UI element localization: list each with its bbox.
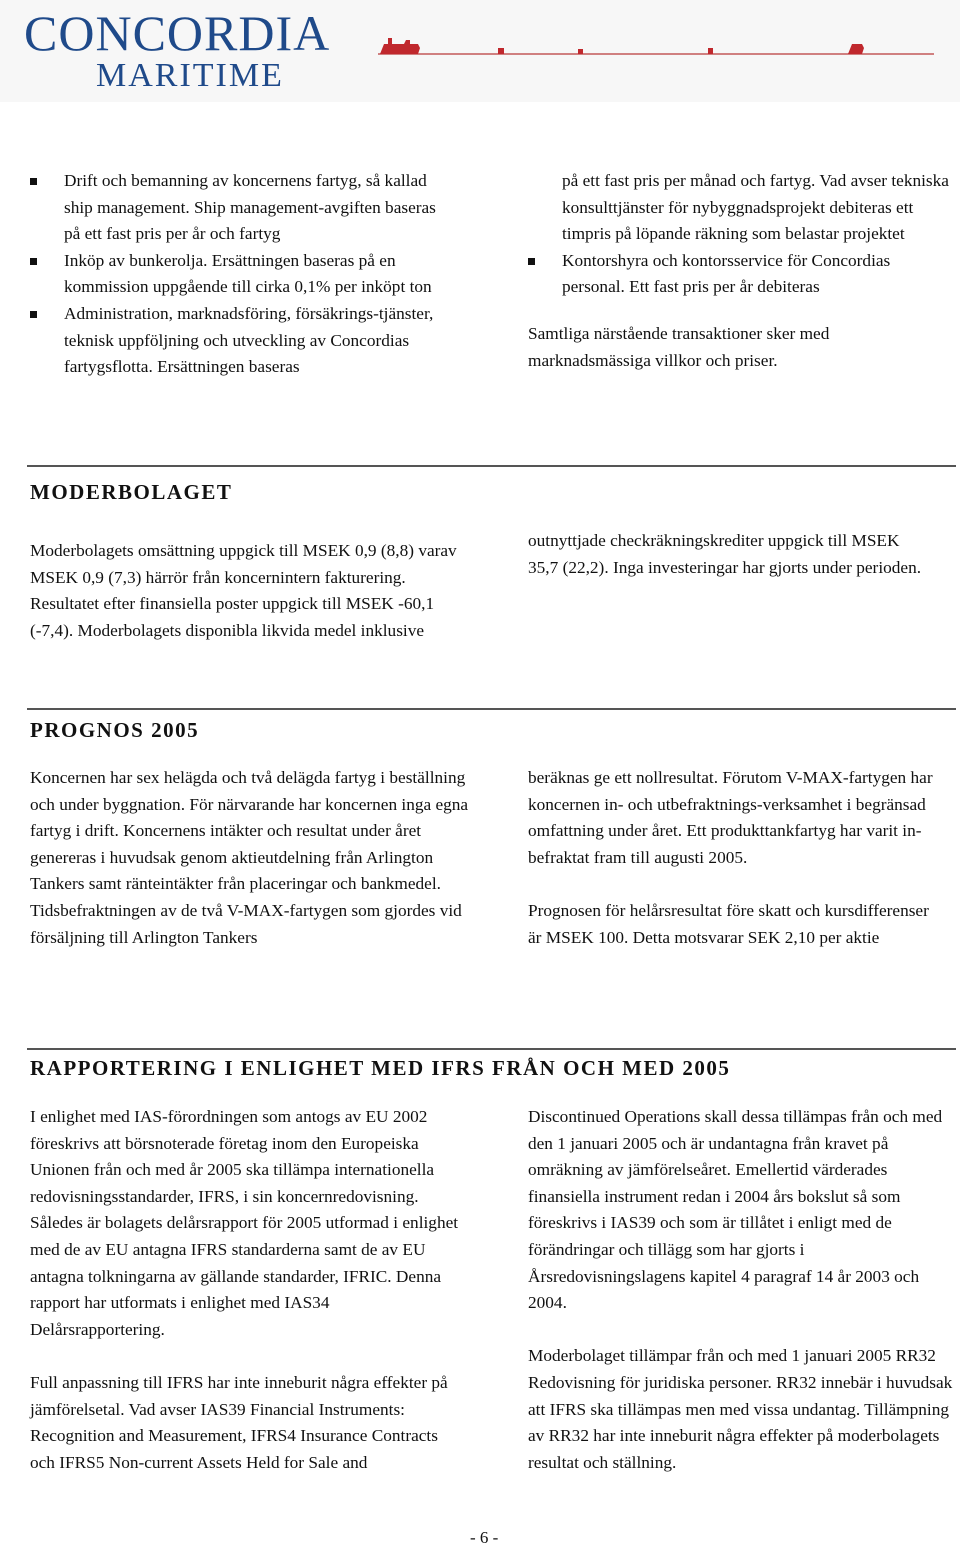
moderbolaget-right: outnyttjade checkräkningskrediter uppgick till MSEK 35,7 (22,2). Inga investeringar har gjorts under perioden. [528,531,922,577]
prognos-left: Koncernen har sex helägda och två delägda fartyg i beställning och under byggnation. För närvarande har koncernen inga egna fartyg i drift. Koncernens intäkter och resultat under året genereras i huvudsak genom aktieutdelning från Arlington Tankers samt ränteintäkter från placeringar och bankmedel. Tidsbefraktningen av de två V-MAX-fartygen som gjordes vid försäljning till Arlington Tankers [30,768,469,947]
page-number: - 6 - [470,1528,499,1547]
list-item: Administration, marknadsföring, försäkrings-tjänster, teknisk uppföljning och utveckling av Concordias fartygsflotta. Ersättningen baseras [30,301,450,381]
section-heading-moderbolaget: MODERBOLAGET [30,480,233,504]
related-party-list-left [30,168,450,381]
section-divider [27,1048,956,1050]
section-heading-prognos: PROGNOS 2005 [30,718,200,742]
related-party-list-right [528,168,954,374]
section-divider [27,708,956,710]
logo-wordmark-concordia: CONCORDIA [24,5,331,61]
page-header [0,0,960,102]
list-item: Drift och bemanning av koncernens fartyg, så kallad ship management. Ship management-avgiften baseras på ett fast pris per år och fartyg [30,168,450,248]
list-item: Inköp av bunkerolja. Ersättningen baseras på en kommission uppgående till cirka 0,1% per inköpt ton [30,248,450,301]
ifrs-right: Discontinued Operations skall dessa tillämpas från och med den 1 januari 2005 och är undantagna från kravet på omräkning av jämförelseåret. Emellertid värderades finansiella instrument redan i 2004 års bokslut så som föreskrivs i IAS39 och som är tillåtet i enligt med de förändringar och tillägg som har gjorts i Årsredovisningslagens kapitel 4 paragraf 14 år 2003 och 2004. Moderbolaget tillämpar från och med 1 januari 2005 RR32 Redovisning för juridiska personer. RR32 innebär i huvudsak att IFRS ska tillämpas men med vissa undantag. Tillämpning av RR32 har inte inneburit några effekter på moderbolagets resultat och ställning. [528,1107,953,1472]
bullet-square-icon [528,258,535,265]
list-item-continuation: på ett fast pris per månad och fartyg. Vad avser tekniska konsulttjänster för nybyggnadsprojekt debiteras ett timpris på löpande räkning som belastar projektet [562,171,949,244]
ship-logo-icon [378,36,938,60]
bullet-square-icon [30,178,37,185]
list-item: Kontorshyra och kontorsservice för Concordias personal. Ett fast pris per år debiteras [528,248,954,301]
prognos-right: beräknas ge ett nollresultat. Förutom V-MAX-fartygen har koncernen in- och utbefraktnings-verksamhet i begränsad omfattning under året. Ett produkttankfartyg har varit in-befraktat fram till augusti 2005. Prognosen för helårsresultat före skatt och kursdifferenser är MSEK 100. Detta motsvarar SEK 2,10 per aktie [528,768,933,947]
moderbolaget-left: Moderbolagets omsättning uppgick till MSEK 0,9 (8,8) varav MSEK 0,9 (7,3) härrör från koncernintern fakturering. Resultatet efter finansiella poster uppgick till MSEK -60,1 (-7,4). Moderbolagets disponibla likvida medel inklusive [30,541,457,640]
section-divider [27,465,956,467]
logo-wordmark-maritime: MARITIME [96,57,284,94]
bullet-square-icon [30,311,37,318]
related-party-statement: Samtliga närstående transaktioner sker med marknadsmässiga villkor och priser. [528,323,830,370]
bullet-square-icon [30,258,37,265]
section-heading-ifrs: RAPPORTERING I ENLIGHET MED IFRS FRÅN OCH MED 2005 [30,1056,731,1080]
ifrs-left: I enlighet med IAS-förordningen som antogs av EU 2002 föreskrivs att börsnoterade företag inom den Europeiska Unionen från och med år 2005 ska tillämpa internationella redovisningsstandarder, IFRS, i sin koncernredovisning. Således är bolagets delårsrapport för 2005 utformad i enlighet med de av EU antagna IFRS standarderna samt de av EU antagna tolkningarna av gällande standarder, IFRIC. Denna rapport har utformats i enlighet med IAS34 Delårsrapportering. Full anpassning till IFRS har inte inneburit några effekter på jämförelsetal. Vad avser IAS39 Financial Instruments: Recognition and Measurement, IFRS4 Insurance Contracts och IFRS5 Non-current Assets Held for Sale and [30,1107,459,1472]
